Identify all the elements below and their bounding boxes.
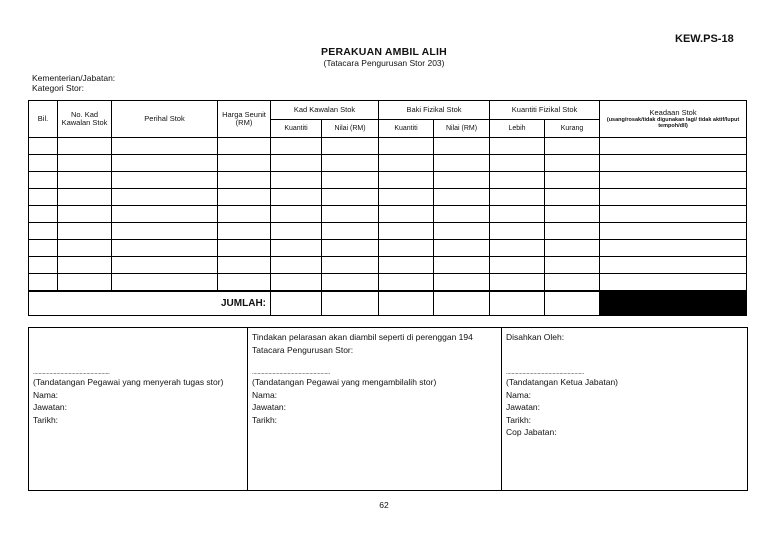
table-cell[interactable]: [112, 172, 218, 189]
signature-column-approval: [501, 328, 748, 490]
table-cell[interactable]: [112, 189, 218, 206]
table-cell[interactable]: [600, 223, 747, 240]
header-harga-unit: (RM): [235, 118, 253, 127]
header-harga-label: Harga Seunit: [222, 109, 266, 119]
table-cell[interactable]: [600, 206, 747, 223]
table-cell[interactable]: [218, 172, 271, 189]
table-cell[interactable]: [379, 155, 434, 172]
table-row: [29, 223, 747, 240]
table-cell[interactable]: [434, 189, 490, 206]
table-cell[interactable]: [322, 206, 379, 223]
tarikh-label: Tarikh:: [252, 414, 278, 425]
category-label: Kategori Stor:: [32, 83, 84, 93]
table-cell[interactable]: [112, 240, 218, 257]
table-cell[interactable]: [434, 274, 490, 292]
table-cell[interactable]: [58, 155, 112, 172]
table-cell[interactable]: [490, 206, 545, 223]
jawatan-label: Jawatan:: [33, 402, 68, 412]
header-kad-group: Kad Kawalan Stok: [271, 101, 379, 120]
table-cell[interactable]: [379, 240, 434, 257]
table-cell[interactable]: [322, 223, 379, 240]
total-label: JUMLAH:: [29, 291, 271, 316]
page-number: 62: [379, 500, 389, 510]
table-cell[interactable]: [271, 155, 322, 172]
table-cell[interactable]: [218, 155, 271, 172]
table-cell[interactable]: [218, 240, 271, 257]
table-cell[interactable]: [58, 274, 112, 292]
header-keadaan-note: (usang/rosak/tidak digunakan lagi/ tidak aktif/luput tempoh/dll): [606, 116, 740, 130]
signature-section: [28, 327, 748, 491]
signature-line[interactable]: .........................................................: [506, 370, 584, 376]
subheader-lebih: Lebih: [490, 120, 545, 138]
table-cell[interactable]: [29, 189, 58, 206]
table-cell[interactable]: [379, 189, 434, 206]
table-cell[interactable]: [490, 257, 545, 274]
table-cell[interactable]: [29, 257, 58, 274]
header-baki-group: Baki Fizikal Stok: [379, 101, 490, 120]
header-kuantiti-group: Kuantiti Fizikal Stok: [490, 101, 600, 120]
table-cell[interactable]: [322, 257, 379, 274]
nama-label: Nama:: [33, 389, 59, 400]
table-cell[interactable]: [434, 138, 490, 155]
table-cell[interactable]: [434, 240, 490, 257]
table-cell[interactable]: [434, 257, 490, 274]
table-cell[interactable]: [545, 274, 600, 292]
table-row: [29, 189, 747, 206]
table-cell[interactable]: [545, 189, 600, 206]
table-cell[interactable]: [600, 155, 747, 172]
header-bil: Bil.: [29, 101, 58, 138]
table-cell[interactable]: [322, 240, 379, 257]
form-title: PERAKUAN AMBIL ALIH: [321, 46, 447, 58]
tarikh-label: Tarikh:: [506, 414, 532, 425]
table-cell[interactable]: [490, 189, 545, 206]
subheader-kad-kuantiti: Kuantiti: [271, 120, 322, 138]
table-cell[interactable]: [434, 172, 490, 189]
table-cell[interactable]: [379, 223, 434, 240]
table-row: [29, 138, 747, 155]
approved-by-label: Disahkan Oleh:: [506, 332, 565, 342]
table-cell[interactable]: [379, 206, 434, 223]
table-cell[interactable]: [112, 223, 218, 240]
table-cell[interactable]: [112, 274, 218, 292]
table-cell[interactable]: [379, 274, 434, 292]
table-cell[interactable]: [271, 138, 322, 155]
header-keadaan-label: Keadaan Stok: [649, 107, 697, 117]
table-cell[interactable]: [379, 138, 434, 155]
table-cell[interactable]: [600, 172, 747, 189]
table-cell[interactable]: [218, 274, 271, 292]
table-cell[interactable]: [112, 138, 218, 155]
table-cell[interactable]: [545, 257, 600, 274]
nama-label: Nama:: [252, 389, 278, 400]
stock-table: [28, 100, 747, 316]
table-cell[interactable]: [29, 223, 58, 240]
table-cell[interactable]: [218, 223, 271, 240]
table-row: [29, 240, 747, 257]
signature-line[interactable]: .........................................................: [252, 370, 330, 376]
table-cell[interactable]: [490, 138, 545, 155]
table-cell[interactable]: [58, 206, 112, 223]
table-cell[interactable]: [218, 138, 271, 155]
table-cell[interactable]: [29, 274, 58, 292]
table-cell[interactable]: [490, 155, 545, 172]
total-blackout-cell: [600, 291, 747, 316]
table-cell[interactable]: [58, 223, 112, 240]
total-cell[interactable]: [379, 291, 434, 316]
table-cell[interactable]: [600, 138, 747, 155]
signature-caption: (Tandatangan Pegawai yang menyerah tugas stor): [33, 377, 224, 387]
form-code: KEW.PS-18: [675, 33, 734, 45]
nama-label: Nama:: [506, 389, 532, 400]
jawatan-label: Jawatan:: [506, 402, 541, 412]
form-subtitle: (Tatacara Pengurusan Stor 203): [323, 58, 445, 68]
table-cell[interactable]: [271, 274, 322, 292]
table-cell[interactable]: [322, 189, 379, 206]
table-cell[interactable]: [322, 138, 379, 155]
table-row: [29, 274, 747, 292]
table-cell[interactable]: [58, 138, 112, 155]
table-cell[interactable]: [434, 155, 490, 172]
table-cell[interactable]: [271, 240, 322, 257]
table-cell[interactable]: [490, 172, 545, 189]
table-cell[interactable]: [545, 172, 600, 189]
table-cell[interactable]: [490, 274, 545, 292]
table-cell[interactable]: [29, 155, 58, 172]
header-keadaan: [600, 101, 747, 138]
subheader-kad-nilai: Nilai (RM): [322, 120, 379, 138]
table-cell[interactable]: [322, 172, 379, 189]
table-cell[interactable]: [322, 155, 379, 172]
table-cell[interactable]: [434, 206, 490, 223]
table-cell[interactable]: [600, 240, 747, 257]
table-cell[interactable]: [379, 172, 434, 189]
header-no-kad: No. Kad Kawalan Stok: [58, 101, 112, 138]
signature-column-handover: [29, 328, 247, 490]
table-cell[interactable]: [490, 223, 545, 240]
table-cell[interactable]: [600, 257, 747, 274]
table-cell[interactable]: [29, 172, 58, 189]
table-cell[interactable]: [218, 206, 271, 223]
table-row: [29, 172, 747, 189]
table-cell[interactable]: [434, 223, 490, 240]
table-cell[interactable]: [490, 240, 545, 257]
total-cell[interactable]: [490, 291, 545, 316]
jawatan-label: Jawatan:: [252, 402, 287, 412]
subheader-baki-nilai: Nilai (RM): [434, 120, 490, 138]
table-cell[interactable]: [271, 189, 322, 206]
table-cell[interactable]: [271, 257, 322, 274]
table-cell[interactable]: [271, 223, 322, 240]
table-cell[interactable]: [29, 206, 58, 223]
table-cell[interactable]: [29, 240, 58, 257]
table-cell[interactable]: [545, 223, 600, 240]
table-cell[interactable]: [58, 172, 112, 189]
table-cell[interactable]: [379, 257, 434, 274]
table-cell[interactable]: [545, 206, 600, 223]
table-cell[interactable]: [545, 155, 600, 172]
table-cell[interactable]: [271, 206, 322, 223]
table-cell[interactable]: [218, 189, 271, 206]
signature-line[interactable]: ........................................................: [33, 370, 110, 376]
total-cell[interactable]: [322, 291, 379, 316]
table-cell[interactable]: [58, 189, 112, 206]
ministry-label: Kementerian/Jabatan:: [32, 73, 116, 83]
tarikh-label: Tarikh:: [33, 414, 59, 425]
table-cell[interactable]: [29, 138, 58, 155]
signature-caption: (Tandatangan Pegawai yang mengambilalih stor): [252, 377, 437, 387]
table-cell[interactable]: [271, 172, 322, 189]
table-cell[interactable]: [545, 138, 600, 155]
table-cell[interactable]: [600, 189, 747, 206]
cop-label: Cop Jabatan:: [506, 427, 557, 437]
table-row: [29, 206, 747, 223]
table-cell[interactable]: [218, 257, 271, 274]
header-perihal: Perihal Stok: [112, 101, 218, 138]
signature-column-takeover: [247, 328, 502, 490]
subheader-kurang: Kurang: [545, 120, 600, 138]
table-cell[interactable]: [545, 240, 600, 257]
table-cell[interactable]: [58, 240, 112, 257]
header-harga: [218, 101, 271, 138]
table-cell[interactable]: [112, 257, 218, 274]
table-cell[interactable]: [112, 155, 218, 172]
table-cell[interactable]: [58, 257, 112, 274]
table-row: [29, 257, 747, 274]
table-cell[interactable]: [112, 206, 218, 223]
table-row: [29, 155, 747, 172]
subheader-baki-kuantiti: Kuantiti: [379, 120, 434, 138]
table-cell[interactable]: [322, 274, 379, 292]
table-cell[interactable]: [600, 274, 747, 292]
total-cell[interactable]: [545, 291, 600, 316]
adjustment-note: Tindakan pelarasan akan diambil seperti di perenggan 194 Tatacara Pengurusan Stor:: [252, 332, 473, 355]
total-cell[interactable]: [271, 291, 322, 316]
signature-caption: (Tandatangan Ketua Jabatan): [506, 377, 619, 387]
total-cell[interactable]: [434, 291, 490, 316]
